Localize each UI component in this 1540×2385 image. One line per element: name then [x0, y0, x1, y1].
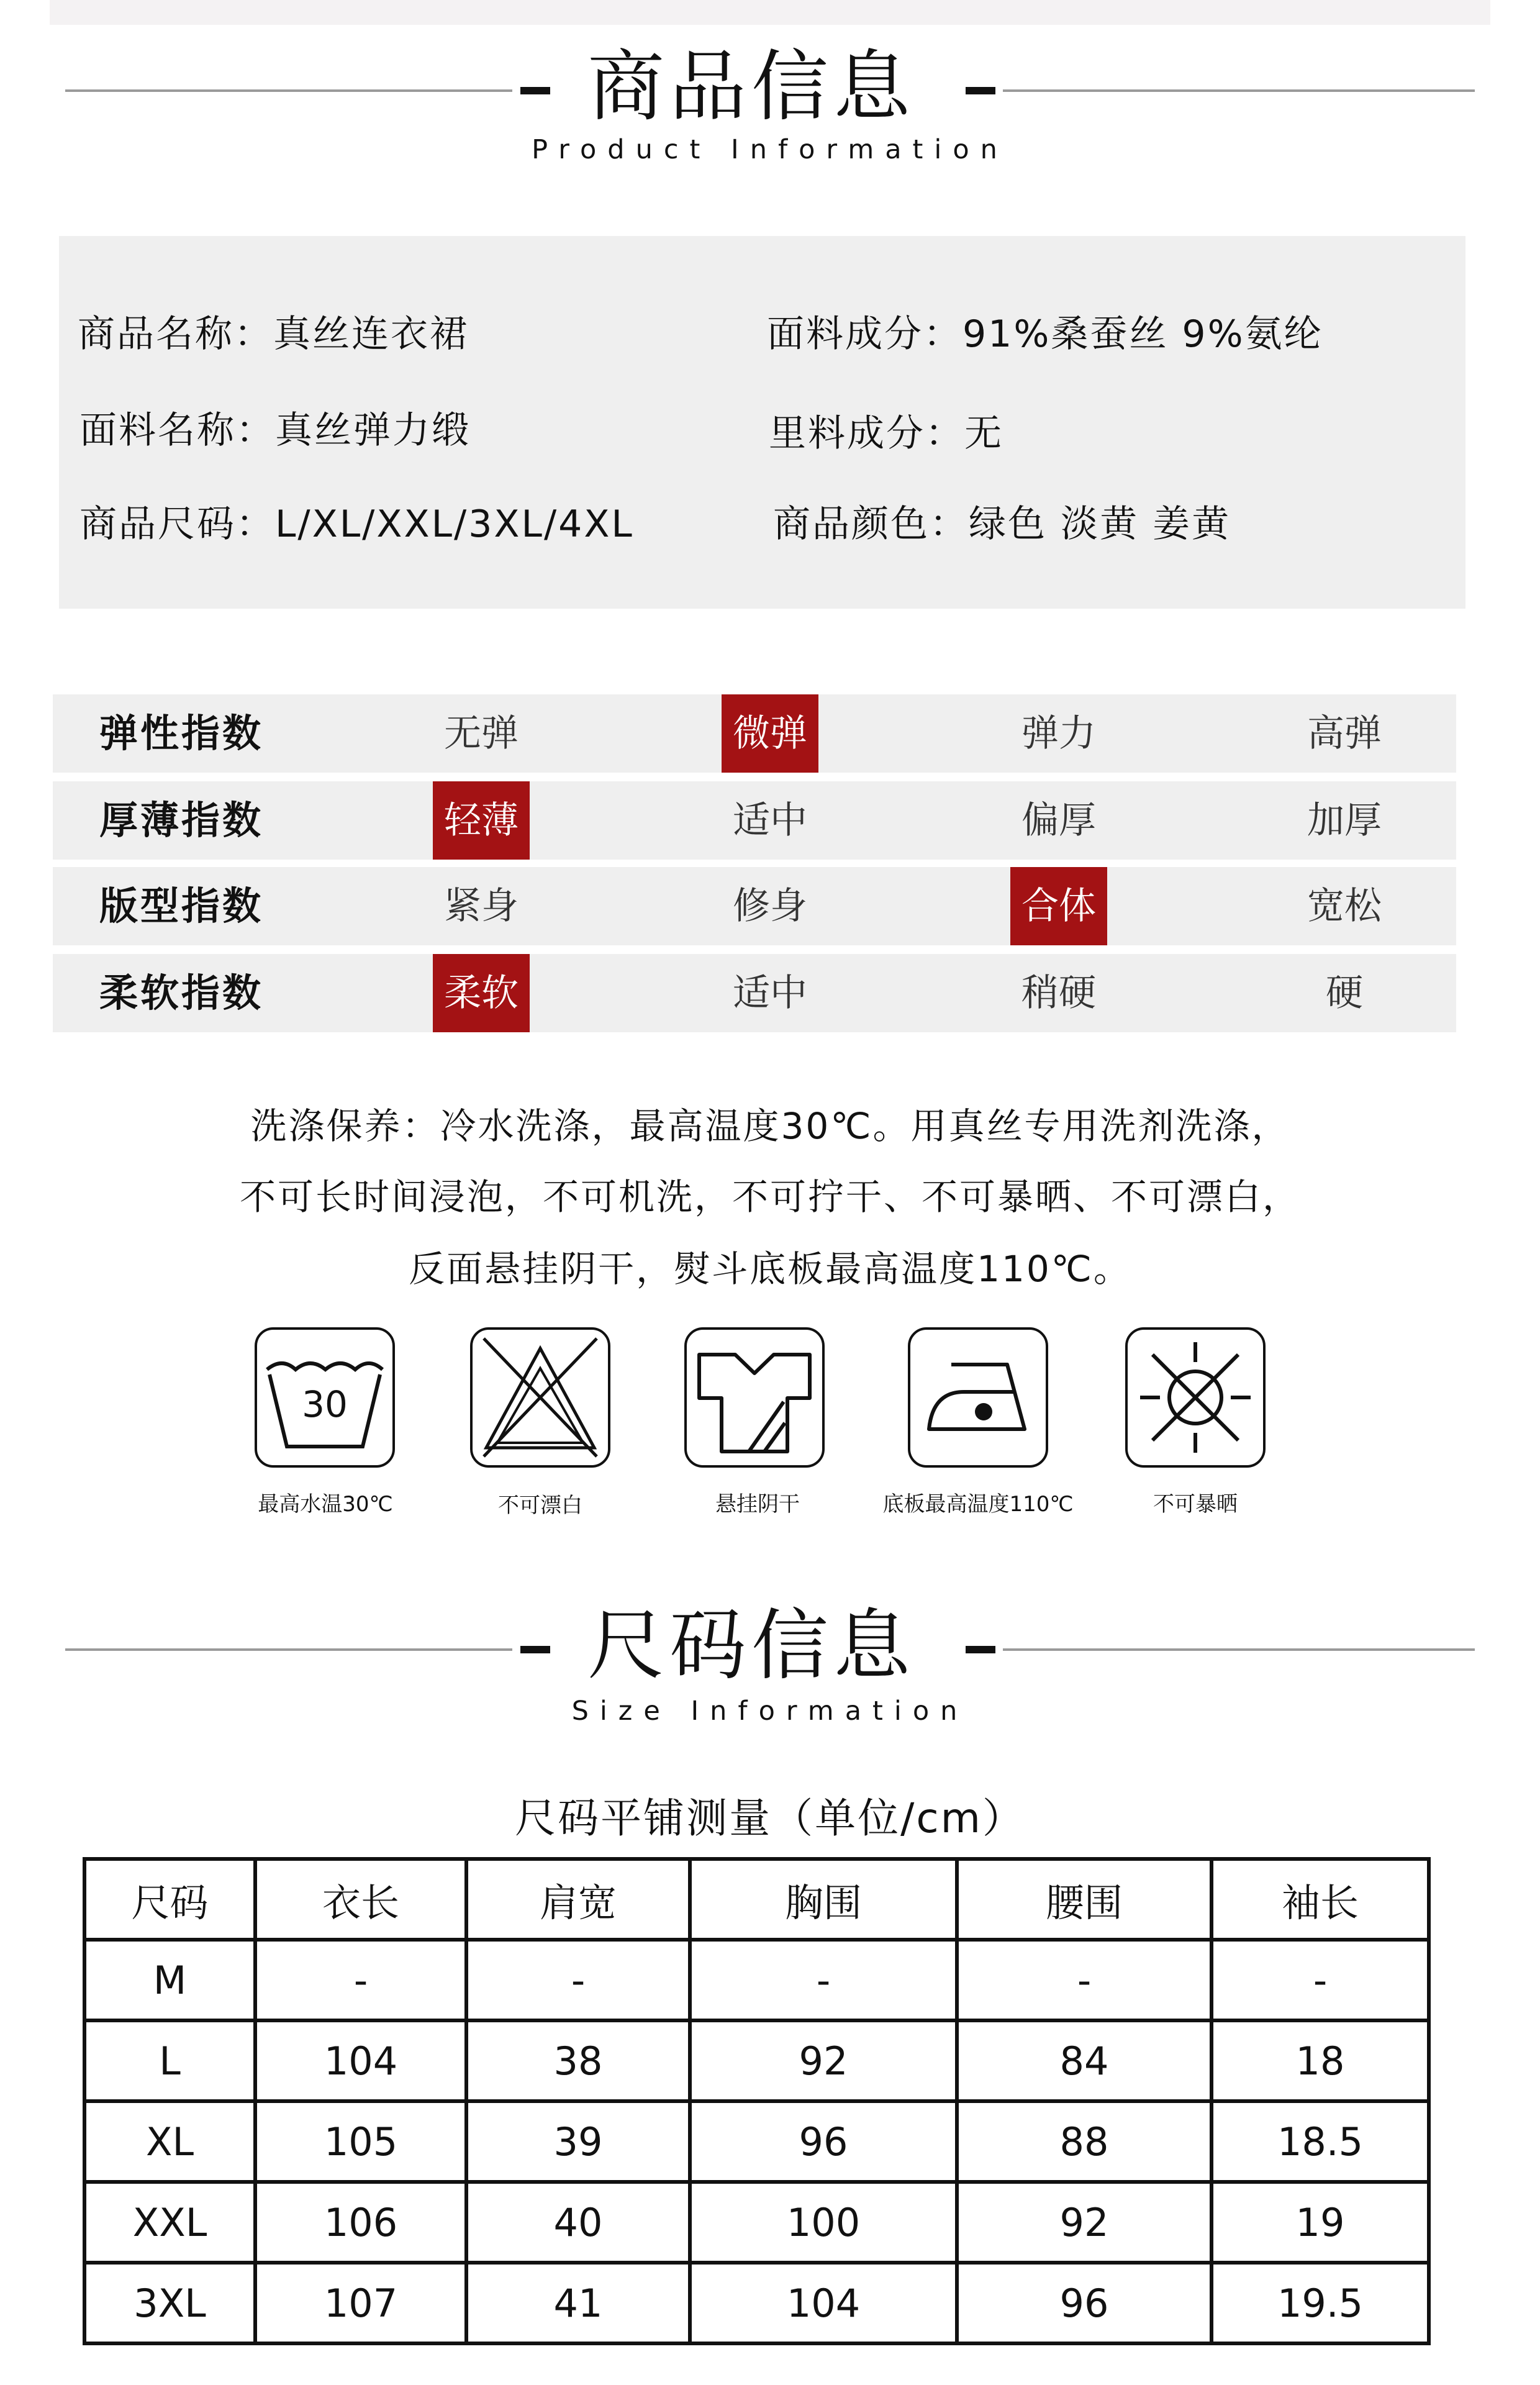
- table-header-cell: 腰围: [957, 1859, 1212, 1940]
- table-cell: -: [255, 1940, 466, 2020]
- index-option-selected: 合体: [1010, 867, 1107, 945]
- table-header-cell: 尺码: [84, 1859, 255, 1940]
- table-row: [84, 2020, 1429, 2101]
- size-header-dash-right: [966, 1646, 995, 1653]
- table-cell: 3XL: [84, 2263, 255, 2343]
- table-cell: 104: [690, 2263, 957, 2343]
- index-option: 无弹: [444, 712, 519, 755]
- table-cell: 38: [466, 2020, 690, 2101]
- table-row: [84, 1940, 1429, 2020]
- size-header-dash-left: [520, 1646, 550, 1653]
- table-cell: 96: [957, 2263, 1212, 2343]
- header-line-left: [65, 89, 512, 92]
- table-cell: 96: [690, 2101, 957, 2182]
- table-cell: 19: [1212, 2182, 1429, 2263]
- table-cell: L: [84, 2020, 255, 2101]
- table-cell: 100: [690, 2182, 957, 2263]
- index-option: 宽松: [1307, 884, 1382, 928]
- table-header-cell: 肩宽: [466, 1859, 690, 1940]
- no-sun-icon: [1125, 1327, 1266, 1468]
- table-cell: 40: [466, 2182, 690, 2263]
- table-header-cell: 衣长: [255, 1859, 466, 1940]
- care-label-no-bleach: 不可漂白: [498, 1493, 582, 1518]
- info-fabric-name: 面料名称：真丝弹力缎: [79, 409, 471, 452]
- care-line-1: 洗涤保养：冷水洗涤，最高温度30℃。用真丝专用洗剂洗涤，: [250, 1105, 1290, 1147]
- table-header-row: [84, 1859, 1429, 1940]
- size-info-subtitle: Size Information: [571, 1696, 969, 1727]
- table-cell: 105: [255, 2101, 466, 2182]
- index-option-selected: 微弹: [722, 694, 818, 773]
- index-label-thickness: 厚薄指数: [99, 797, 264, 843]
- table-row: [84, 2101, 1429, 2182]
- table-cell: 92: [957, 2182, 1212, 2263]
- product-info-subtitle: Product Information: [532, 134, 1008, 165]
- info-product-colors: 商品颜色：绿色 淡黄 姜黄: [773, 502, 1231, 546]
- index-option-selected: 柔软: [433, 954, 530, 1032]
- svg-text:30: 30: [302, 1383, 348, 1425]
- header-line-right: [1003, 89, 1475, 92]
- care-label-wash: 最高水温30℃: [258, 1492, 393, 1517]
- size-table: [83, 1857, 1431, 2345]
- table-cell: 18: [1212, 2020, 1429, 2101]
- table-row: [84, 2263, 1429, 2343]
- table-cell: XXL: [84, 2182, 255, 2263]
- size-header-line-right: [1003, 1648, 1475, 1651]
- wash-30-icon: [255, 1327, 395, 1468]
- table-cell: 84: [957, 2020, 1212, 2101]
- table-cell: 39: [466, 2101, 690, 2182]
- table-cell: 88: [957, 2101, 1212, 2182]
- table-header-cell: 胸围: [690, 1859, 957, 1940]
- header-dash-left: [520, 87, 550, 94]
- table-cell: -: [957, 1940, 1212, 2020]
- table-cell: 92: [690, 2020, 957, 2101]
- table-cell: 106: [255, 2182, 466, 2263]
- index-option: 加厚: [1307, 799, 1382, 842]
- index-option: 修身: [733, 884, 807, 928]
- table-cell: 107: [255, 2263, 466, 2343]
- table-cell: -: [466, 1940, 690, 2020]
- index-label-softness: 柔软指数: [99, 970, 264, 1015]
- header-dash-right: [966, 87, 995, 94]
- index-option-selected: 轻薄: [433, 781, 530, 860]
- index-label-elasticity: 弹性指数: [99, 711, 264, 756]
- index-option: 适中: [733, 971, 807, 1015]
- info-lining-composition: 里料成分：无: [769, 412, 1003, 455]
- table-cell: 19.5: [1212, 2263, 1429, 2343]
- hang-dry-shade-icon: [684, 1327, 825, 1468]
- index-option: 适中: [733, 799, 807, 842]
- care-line-3: 反面悬挂阴干，熨斗底板最高温度110℃。: [409, 1248, 1131, 1290]
- table-cell: 104: [255, 2020, 466, 2101]
- table-row: [84, 2182, 1429, 2263]
- table-cell: 41: [466, 2263, 690, 2343]
- no-bleach-icon: [470, 1327, 610, 1468]
- index-option: 紧身: [444, 884, 519, 928]
- care-label-iron: 底板最高温度110℃: [882, 1492, 1074, 1517]
- table-header-cell: 袖长: [1212, 1859, 1429, 1940]
- info-fabric-composition: 面料成分：91%桑蚕丝 9%氨纶: [767, 312, 1323, 356]
- index-option: 偏厚: [1021, 799, 1096, 842]
- iron-medium-icon: [908, 1327, 1048, 1468]
- product-info-title: 商品信息: [587, 42, 915, 132]
- size-header-line-left: [65, 1648, 512, 1651]
- care-label-hang-dry: 悬挂阴干: [715, 1492, 800, 1517]
- care-line-2: 不可长时间浸泡，不可机洗，不可拧干、不可暴晒、不可漂白，: [239, 1176, 1300, 1218]
- size-table-title: 尺码平铺测量（单位/cm）: [515, 1794, 1025, 1842]
- index-option: 高弹: [1307, 712, 1382, 755]
- info-product-sizes: 商品尺码：L/XL/XXL/3XL/4XL: [79, 502, 634, 546]
- care-label-no-sun: 不可暴晒: [1153, 1492, 1238, 1517]
- size-info-title: 尺码信息: [587, 1601, 915, 1691]
- table-cell: 18.5: [1212, 2101, 1429, 2182]
- table-cell: -: [690, 1940, 957, 2020]
- index-label-fit: 版型指数: [99, 883, 264, 929]
- index-option: 稍硬: [1021, 971, 1096, 1015]
- table-cell: -: [1212, 1940, 1429, 2020]
- index-option: 弹力: [1021, 712, 1096, 755]
- table-cell: XL: [84, 2101, 255, 2182]
- info-product-name: 商品名称：真丝连衣裙: [78, 312, 469, 356]
- table-cell: M: [84, 1940, 255, 2020]
- top-strip: [50, 0, 1490, 25]
- index-option: 硬: [1326, 971, 1363, 1015]
